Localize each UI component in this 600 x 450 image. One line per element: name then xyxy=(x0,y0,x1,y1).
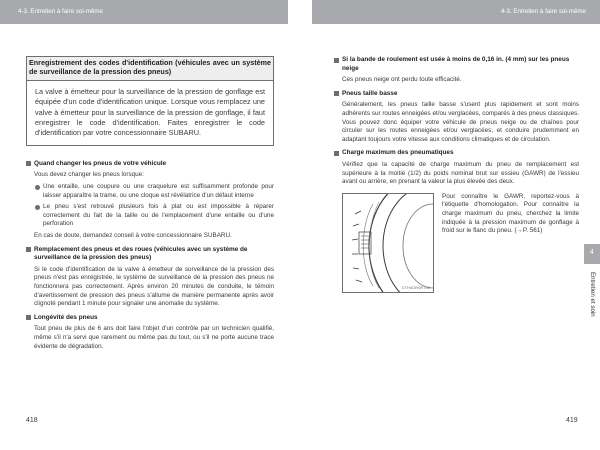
section-body: Ces pneus neige ont perdu toute efficacité. xyxy=(342,76,462,84)
section-heading: Si la bande de roulement est usée à moins de 0,16 in. (4 mm) sur les pneus neige xyxy=(334,56,579,73)
section-heading: Remplacement des pneus et des roues (véhicules avec un système de surveillance de la pression des pneus) xyxy=(26,246,274,263)
right-column xyxy=(334,56,579,293)
section-max-load xyxy=(334,149,579,186)
section-intro: Vous devez changer les pneus lorsque: xyxy=(34,171,144,179)
section-outro: En cas de doute, demandez conseil à votre concessionnaire SUBARU. xyxy=(34,232,232,239)
section-body: Si le code d'identification de la valve à émetteur de surveillance de la pression des pneus n'est pas enregistrée, le système de surveillance de la pression des pneus ne fonctionnera pas correctement. Après environ 20 minutes de conduite, le témoin d'avertissement de pression des pneus s'allume de manière permanente après avoir clignoté pendant 1 minute pour signaler une anomalie du système. xyxy=(34,265,274,308)
tire-sidewall-icon xyxy=(343,194,434,293)
bullet-icon xyxy=(35,185,40,190)
tire-sidewall-illustration xyxy=(342,193,434,293)
section-body: Généralement, les pneus taille basse s'usent plus rapidement et sont moins adhérents sur routes enneigées et/ou verglacées, comparés à des pneus classiques. Vous pouvez donc équiper votre véhicule de pneus neige ou de chaînes pour circuler sur les routes enneigées et/ou verglacées, et conduire prudemment en adaptant toujours votre vitesse aux conditions climatiques et de circulation. xyxy=(342,101,579,143)
section-longevity xyxy=(26,314,274,351)
page-number-left: 418 xyxy=(26,417,38,424)
section-replacement xyxy=(26,246,274,309)
section-snow-tires xyxy=(334,56,579,85)
section-low-profile xyxy=(334,90,579,145)
section-heading: Longévité des pneus xyxy=(26,314,274,323)
section-heading: Pneus taille basse xyxy=(334,90,579,99)
figure-caption: Pour connaître le GAWR, reportez-vous à l'étiquette d'homologation. Pour connaître la charge maximum du pneu, cherchez la limite indiquée à la pression maximum de gonflage à froid sur le flanc du pneu. (→P. 561) xyxy=(442,192,579,235)
section-body: Vérifiez que la capacité de charge maximum du pneu de remplacement est supérieure à la moitié (1/2) du poids nominal brut sur essieu (GAWR) de l'essieu avant ou arrière, en prenant la valeur la plus élevée des deux. xyxy=(342,160,579,186)
list-item-text: Une entaille, une coupure ou une craquelure est suffisamment profonde pour laisser apparaître la trame, ou une cloque est révélatrice d'un défaut interne xyxy=(43,183,274,199)
id-code-box-body: La valve à émetteur pour la surveillance de la pression de gonflage est équipée d'un code d'identification unique. Lorsque vous remplacez une valve à émetteur pour la surveillance de la pression de gonflage, il faut enregistrer le code d'identification. Faites enregistrer le code d'identification par votre concessionnaire SUBARU. xyxy=(35,86,265,138)
chapter-tab xyxy=(584,244,600,264)
page-number-right: 419 xyxy=(566,417,578,424)
section-body: Tout pneu de plus de 6 ans doit faire l'objet d'un contrôle par un technicien qualifié, même s'il n'a servi que rarement ou même pas du tout, ou s'il ne porte aucune trace évidente de dégradation. xyxy=(34,325,274,350)
list-item xyxy=(26,183,274,200)
left-column xyxy=(26,56,274,351)
figure-row xyxy=(334,193,579,293)
list-item-text: Le pneu s'est retrouvé plusieurs fois à plat ou est impossible à réparer correctement du fait de la taille ou de l'emplacement d'une entaille ou d'une perforation xyxy=(43,203,274,228)
bullet-icon xyxy=(35,205,40,210)
running-header-right: 4-3. Entretien à faire soi-même xyxy=(501,8,586,15)
section-when-to-change xyxy=(26,160,274,241)
section-heading: Quand changer les pneus de votre véhicule xyxy=(26,160,274,169)
section-heading: Charge maximum des pneumatiques xyxy=(334,149,579,158)
id-code-box xyxy=(26,56,274,146)
chapter-label: Entretien et soin xyxy=(589,272,596,317)
chapter-number: 4 xyxy=(590,249,594,256)
id-code-box-title: Enregistrement des codes d'identification (véhicules avec un système de surveillance de la pression des pneus) xyxy=(27,57,273,81)
figure-code: CTH4GH0R738 xyxy=(401,284,430,290)
running-header-left: 4-3. Entretien à faire soi-même xyxy=(18,8,103,15)
list-item xyxy=(26,203,274,229)
